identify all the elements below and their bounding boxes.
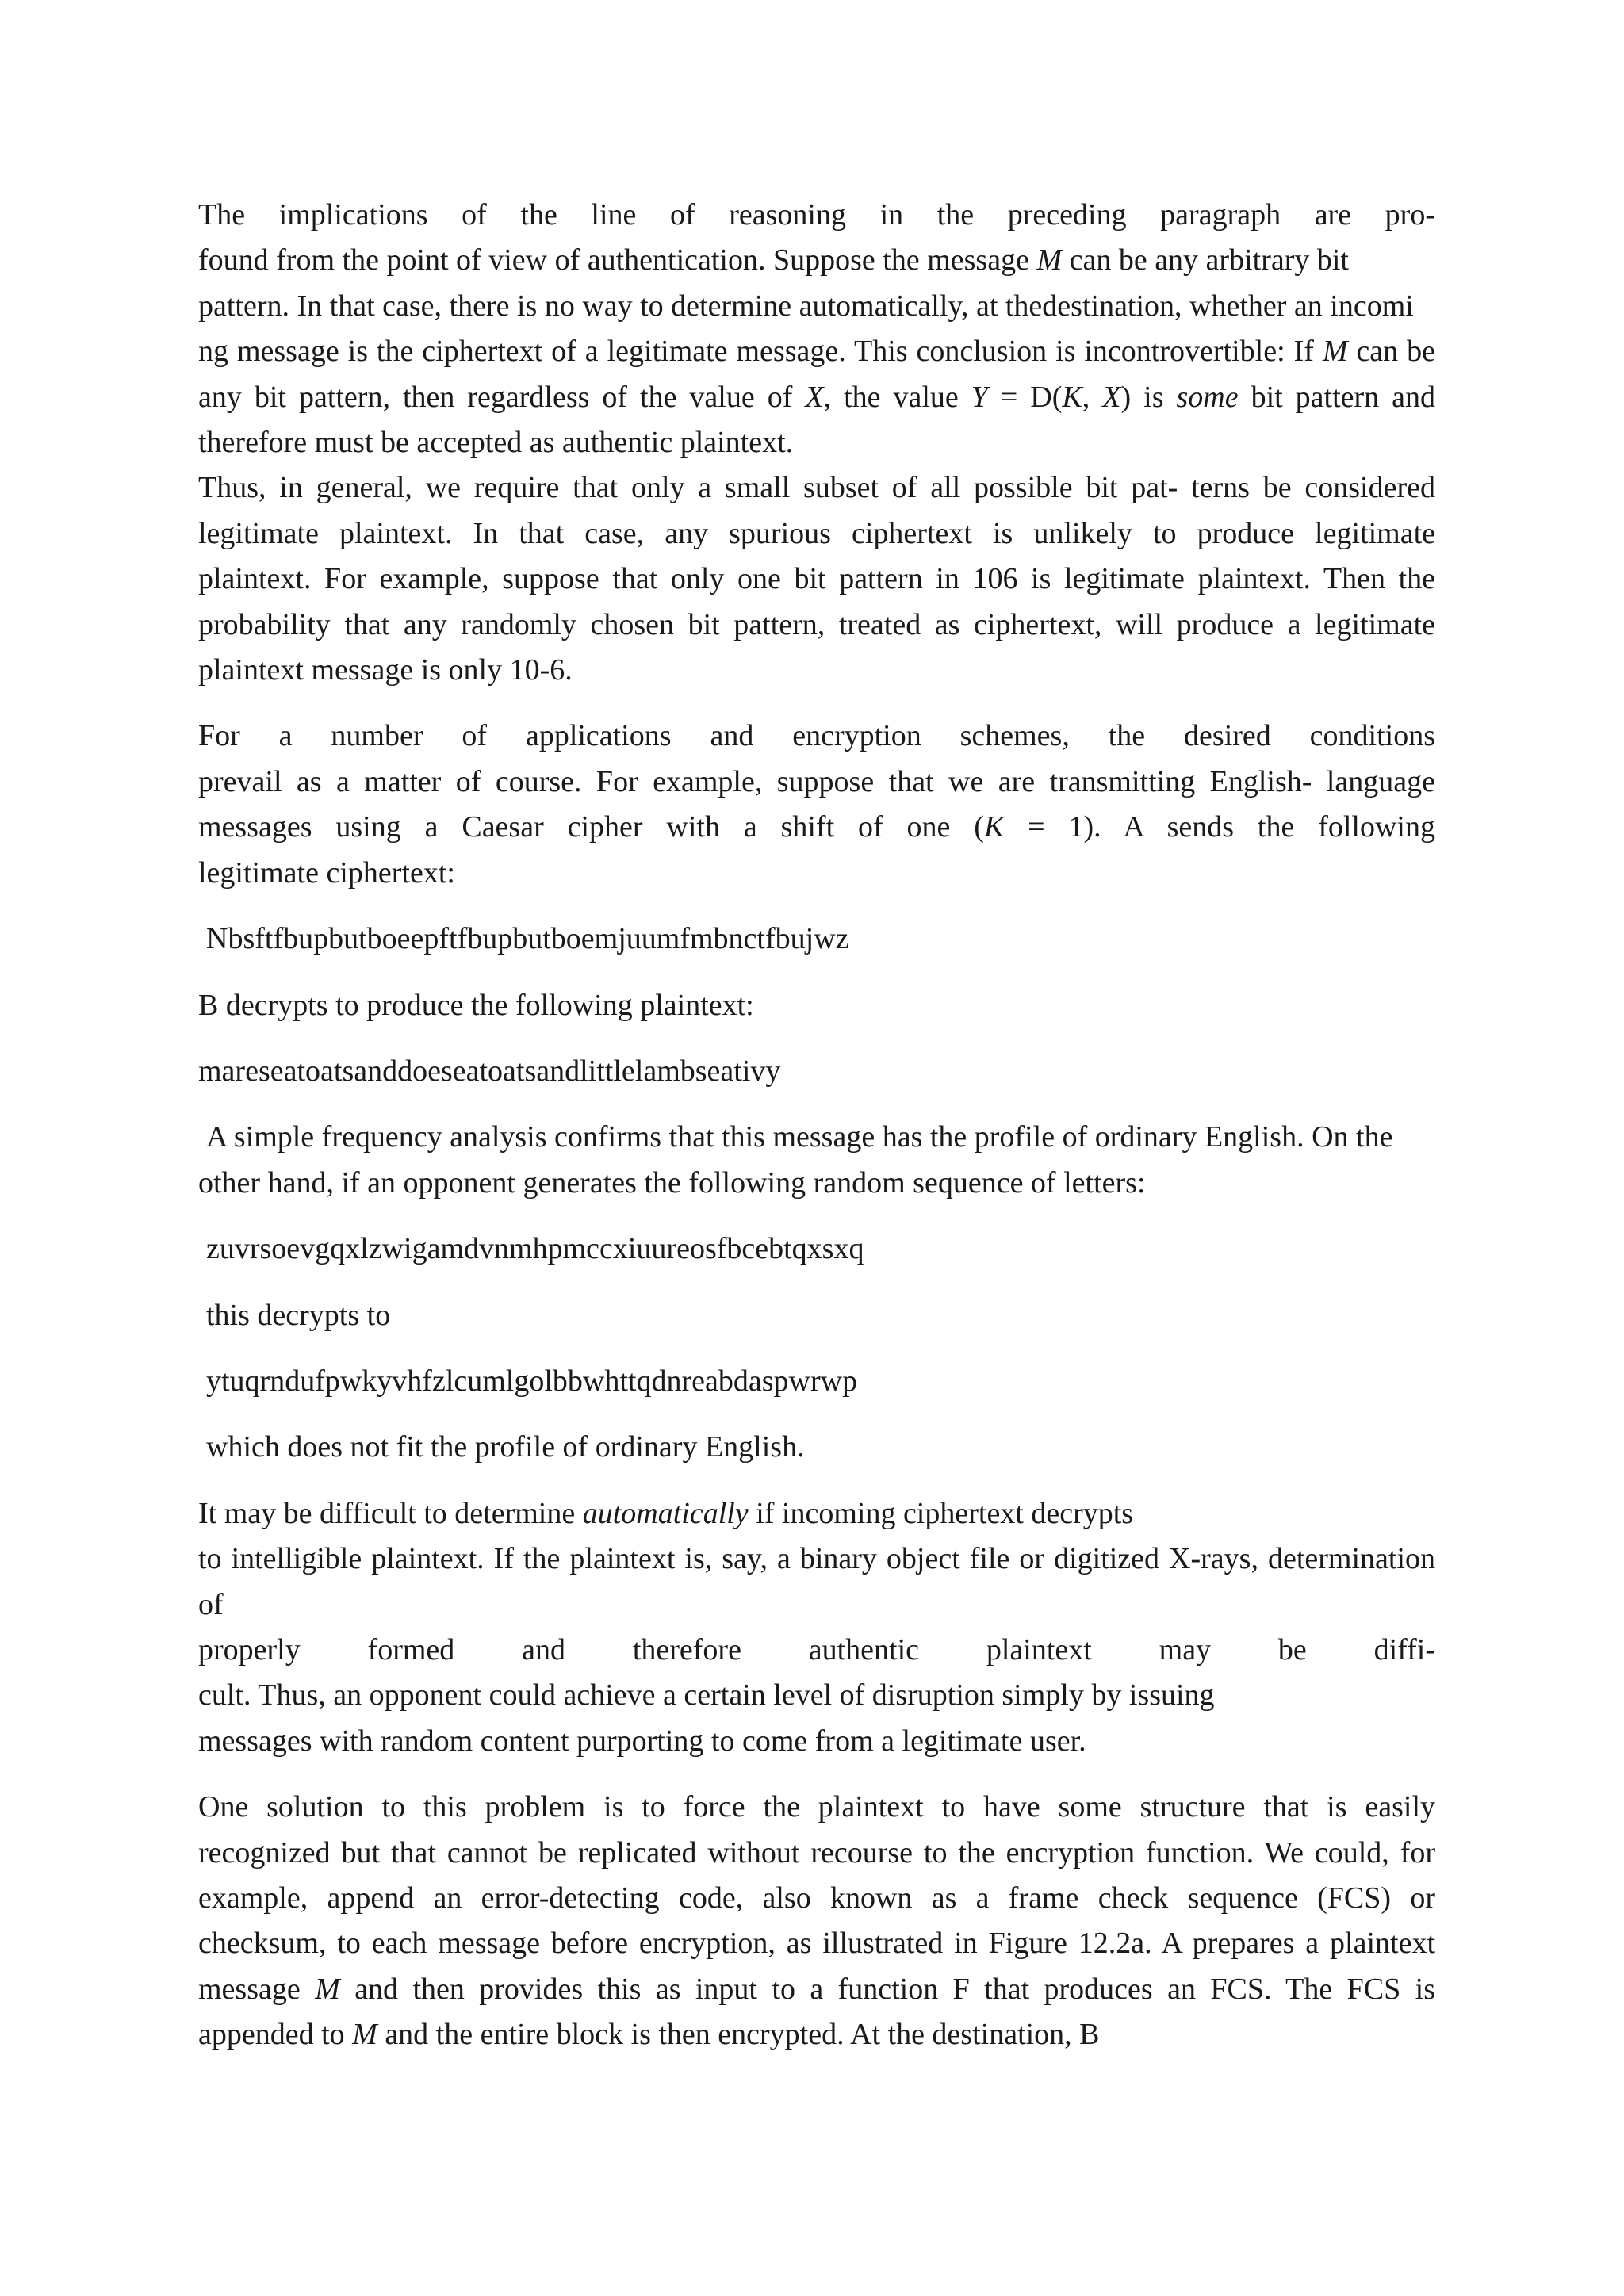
ciphertext-sample: Nbsftfbupbutboeepftfbupbutboemjuumfmbnctfbujwz [206, 922, 849, 956]
text-line: It may be difficult to determine automatically if incoming ciphertext decrypts [198, 1496, 1134, 1530]
decrypt-intro: B decrypts to produce the following plaintext: [198, 988, 754, 1022]
text-line: other hand, if an opponent generates the following random sequence of letters: [198, 1165, 1146, 1200]
not-english-note: which does not fit the profile of ordinary English. [206, 1430, 805, 1464]
paragraph-legitimate-plaintext [198, 465, 1435, 693]
paragraph-caesar-example [198, 714, 1435, 896]
text-line: messages using a Caesar cipher with a shift of one (K = 1). A sends the following [198, 810, 1435, 844]
text-line: One solution to this problem is to force the plaintext to have some structure that is easily [198, 1790, 1435, 1824]
paragraph-authentication-implications [198, 193, 1435, 465]
text-line: The implications of the line of reasoning in the preceding paragraph are pro- [198, 198, 1435, 232]
document-page [198, 193, 1435, 2058]
text-line: pattern. In that case, there is no way to determine automatically, at thedestination, whether an incomi [198, 289, 1414, 323]
text-line: found from the point of view of authentication. Suppose the message M can be any arbitrary bit [198, 243, 1349, 277]
plaintext-sample: mareseatoatsanddoeseatoatsandlittlelambseativy [198, 1054, 781, 1088]
text-line: appended to M and the entire block is then encrypted. At the destination, B [198, 2018, 1100, 2052]
text-line: to intelligible plaintext. If the plaintext is, say, a binary object file or digitized X-rays, determination of [198, 1542, 1435, 1621]
text-line: plaintext. For example, suppose that only one bit pattern in 106 is legitimate plaintext. Then the [198, 562, 1435, 596]
paragraph-fcs-solution [198, 1785, 1435, 2057]
text-line: plaintext message is only 10-6. [198, 653, 573, 687]
paragraph-frequency-analysis [198, 1115, 1435, 1206]
decrypts-to-label: this decrypts to [206, 1298, 391, 1332]
text-line: message M and then provides this as input to a function F that produces an FCS. The FCS is [198, 1972, 1436, 2006]
text-line: properly formed and therefore authentic plaintext may be diffi- [198, 1632, 1435, 1667]
text-line: legitimate ciphertext: [198, 855, 455, 890]
text-line: therefore must be accepted as authentic plaintext. [198, 426, 794, 460]
text-line: ng message is the ciphertext of a legitimate message. This conclusion is incontrovertible: If M can be [198, 335, 1435, 369]
random-sequence: zuvrsoevgqxlzwigamdvnmhpmccxiuureosfbcebtqxsxq [206, 1232, 864, 1266]
text-line: messages with random content purporting to come from a legitimate user. [198, 1724, 1086, 1758]
text-line: prevail as a matter of course. For example, suppose that we are transmitting English- language [198, 764, 1435, 798]
text-line: For a number of applications and encryption schemes, the desired conditions [198, 719, 1435, 753]
text-line: A simple frequency analysis confirms that this message has the profile of ordinary English. On the [206, 1120, 1393, 1154]
text-line: recognized but that cannot be replicated without recourse to the encryption function. We could, for [198, 1835, 1435, 1869]
text-line: example, append an error-detecting code, also known as a frame check sequence (FCS) or [198, 1881, 1435, 1915]
decrypted-random-sequence: ytuqrndufpwkyvhfzlcumlgolbbwhttqdnreabdaspwrwp [206, 1364, 858, 1398]
paragraph-automatic-determination [198, 1491, 1435, 1764]
text-line: checksum, to each message before encryption, as illustrated in Figure 12.2a. A prepares a plaintext [198, 1927, 1435, 1961]
text-line: any bit pattern, then regardless of the value of X, the value Y = D(K, X) is some bit pattern and [198, 380, 1436, 414]
text-line: cult. Thus, an opponent could achieve a certain level of disruption simply by issuing [198, 1678, 1215, 1712]
text-line: Thus, in general, we require that only a small subset of all possible bit pat- terns be considered [198, 471, 1435, 505]
text-line: legitimate plaintext. In that case, any spurious ciphertext is unlikely to produce legitimate [198, 516, 1435, 550]
text-line: probability that any randomly chosen bit pattern, treated as ciphertext, will produce a legitimate [198, 607, 1435, 641]
